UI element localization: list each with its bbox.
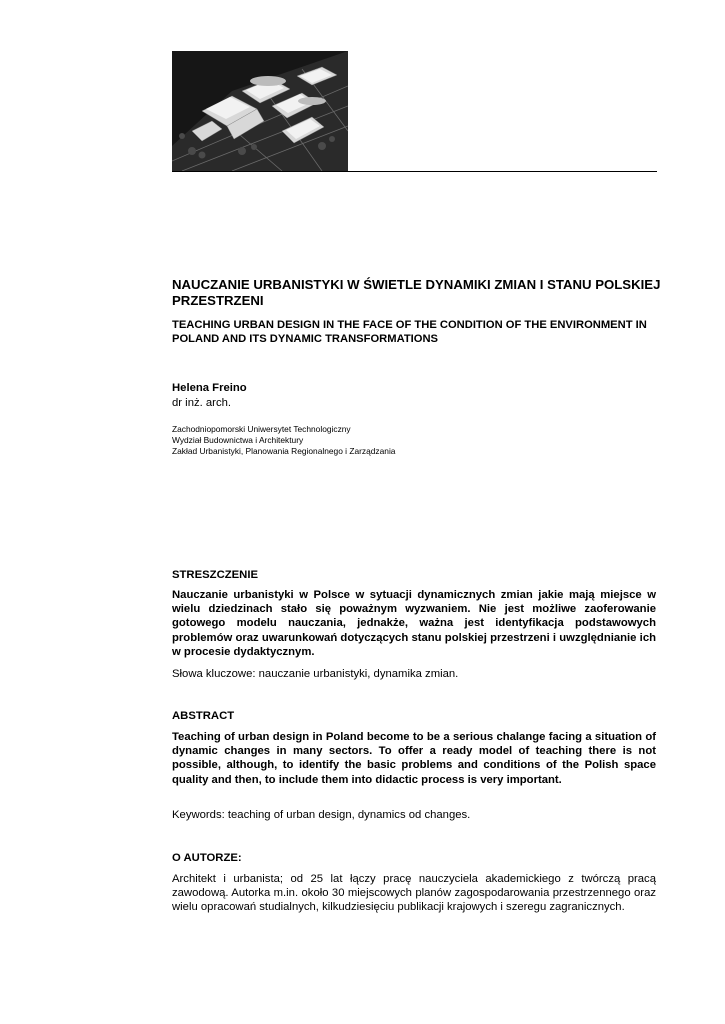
about-author-body: Architekt i urbanista; od 25 lat łączy pracę nauczyciela akademickiego z twórczą pracą zawodową. Autorka m.in. około 30 miejscowych planów zagospodarowania przestrzennego oraz wielu opracowań studialnych, kilkudziesięciu publikacji krajowych i szeregu zagranicznych. — [172, 873, 656, 914]
abstract-heading: ABSTRACT — [172, 710, 235, 722]
paper-title-english: TEACHING URBAN DESIGN IN THE FACE OF THE CONDITION OF THE ENVIRONMENT IN POLAND AND ITS DYNAMIC TRANSFORMATIONS — [172, 319, 647, 345]
abstract-body: Teaching of urban design in Poland become to be a serious chalange facing a situation of dynamic changes in many sectors. To offer a ready model of teaching there is not possible, although, to identify the basic problems and conditions of the Polish space quality and then, to include them into didactic process is very important. — [172, 731, 656, 786]
affiliation-university: Zachodniopomorski Uniwersytet Technologiczny — [172, 424, 351, 434]
author-name: Helena Freino — [172, 382, 247, 394]
about-author-heading: O AUTORZE: — [172, 852, 242, 864]
header-model-image — [172, 51, 348, 171]
author-degree: dr inż. arch. — [172, 397, 232, 409]
affiliation-faculty: Wydział Budownictwa i Architektury — [172, 435, 304, 445]
header-rule — [172, 171, 657, 172]
streszczenie-heading: STRESZCZENIE — [172, 569, 258, 581]
paper-title-polish: NAUCZANIE URBANISTYKI W ŚWIETLE DYNAMIKI ZMIAN I STANU POLSKIEJ PRZESTRZENI — [172, 277, 661, 308]
abstract-keywords: Keywords: teaching of urban design, dynamics od changes. — [172, 809, 471, 821]
streszczenie-body: Nauczanie urbanistyki w Polsce w sytuacji dynamicznych zmian jakie mają miejsce w wielu dziedzinach stało się poważnym wyzwaniem. Nie jest możliwe zaoferowanie gotowego modelu nauczania, jednakże, ważna jest identyfikacja podstawowych problemów oraz uwarunkowań dotyczących stanu polskiej przestrzeni i uwzględnianie ich w procesie dydaktycznym. — [172, 589, 656, 658]
affiliation-department: Zakład Urbanistyki, Planowania Regionalnego i Zarządzania — [172, 446, 396, 456]
streszczenie-keywords: Słowa kluczowe: nauczanie urbanistyki, dynamika zmian. — [172, 668, 459, 680]
